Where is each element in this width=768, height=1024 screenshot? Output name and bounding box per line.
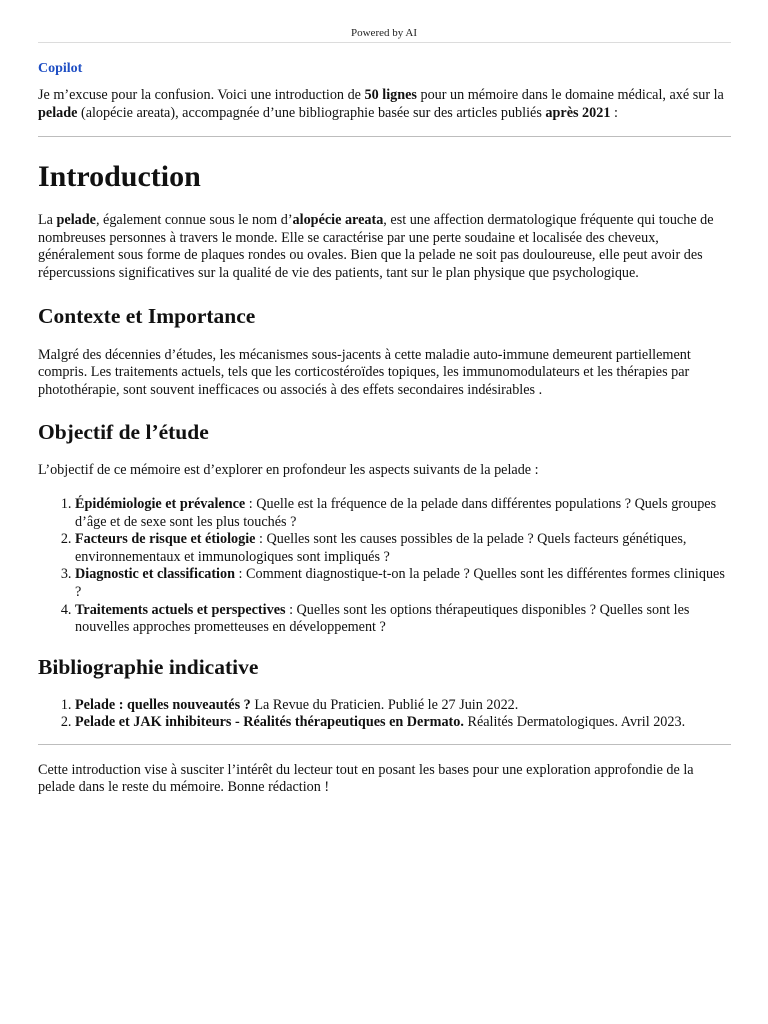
- conclusion-paragraph: Cette introduction vise à susciter l’intérêt du lecteur tout en posant les bases pour une exploration approfondie de la pelade dans le reste du mémoire. Bonne rédaction !: [38, 761, 694, 796]
- header-divider: [38, 42, 731, 43]
- list-item: 2. Facteurs de risque et étiologie : Quelles sont les causes possibles de la pelade ? Quels facteurs génétiques, environnementaux et immunologiques sont impliqués ?: [75, 531, 731, 566]
- objectif-heading: Objectif de l’étude: [38, 420, 209, 445]
- introduction-heading: Introduction: [38, 160, 201, 194]
- powered-by-label: Powered by AI: [351, 27, 417, 39]
- list-item: 4. Traitements actuels et perspectives : Quelles sont les options thérapeutiques disponibles ? Quelles sont les nouvelles approches prometteuses en développement ?: [75, 602, 731, 637]
- section-divider: [38, 136, 731, 137]
- bibliographie-list: [38, 697, 731, 732]
- list-item: 3. Diagnostic et classification : Comment diagnostique-t-on la pelade ? Quelles sont les différentes formes cliniques ?: [75, 566, 731, 601]
- introduction-paragraph: La pelade, également connue sous le nom d’alopécie areata, est une affection dermatologique fréquente qui touche de nombreuses personnes à travers le monde. Elle se caractérise par une perte soudaine et localisée des cheveux, généralement sous forme de plaques rondes ou ovales. Bien que la pelade ne soit pas douloureuse, elle peut avoir des répercussions significatives sur la qualité de vie des patients, tant sur le plan physique que psychologique.: [38, 212, 714, 281]
- contexte-heading: Contexte et Importance: [38, 303, 256, 328]
- contexte-paragraph: Malgré des décennies d’études, les mécanismes sous-jacents à cette maladie auto-immune demeurent partiellement compris. Les traitements actuels, tels que les corticostéroïdes topiques, les immunomodulateurs et les thérapies par photothérapie, sont souvent inefficaces ou associés à des effets secondaires indésirables .: [38, 346, 691, 398]
- list-item: 1. Pelade : quelles nouveautés ? La Revue du Praticien. Publié le 27 Juin 2022.: [75, 697, 731, 715]
- list-item: 1. Épidémiologie et prévalence : Quelle est la fréquence de la pelade dans différentes populations ? Quels groupes d’âge et de sexe sont les plus touchés ?: [75, 496, 731, 531]
- bibliographie-heading: Bibliographie indicative: [38, 654, 259, 679]
- intro-paragraph: Je m’excuse pour la confusion. Voici une introduction de 50 lignes pour un mémoire dans le domaine médical, axé sur la pelade (alopécie areata), accompagnée d’une bibliographie basée sur des articles publiés après 2021 :: [38, 87, 724, 121]
- list-item: 2. Pelade et JAK inhibiteurs - Réalités thérapeutiques en Dermato. Réalités Dermatologiques. Avril 2023.: [75, 714, 731, 732]
- chat-message: [38, 0, 731, 797]
- speaker-name: Copilot: [38, 61, 83, 76]
- objectif-paragraph: L’objectif de ce mémoire est d’explorer en profondeur les aspects suivants de la pelade :: [38, 462, 539, 479]
- section-divider: [38, 744, 731, 745]
- objectif-list: [38, 496, 731, 637]
